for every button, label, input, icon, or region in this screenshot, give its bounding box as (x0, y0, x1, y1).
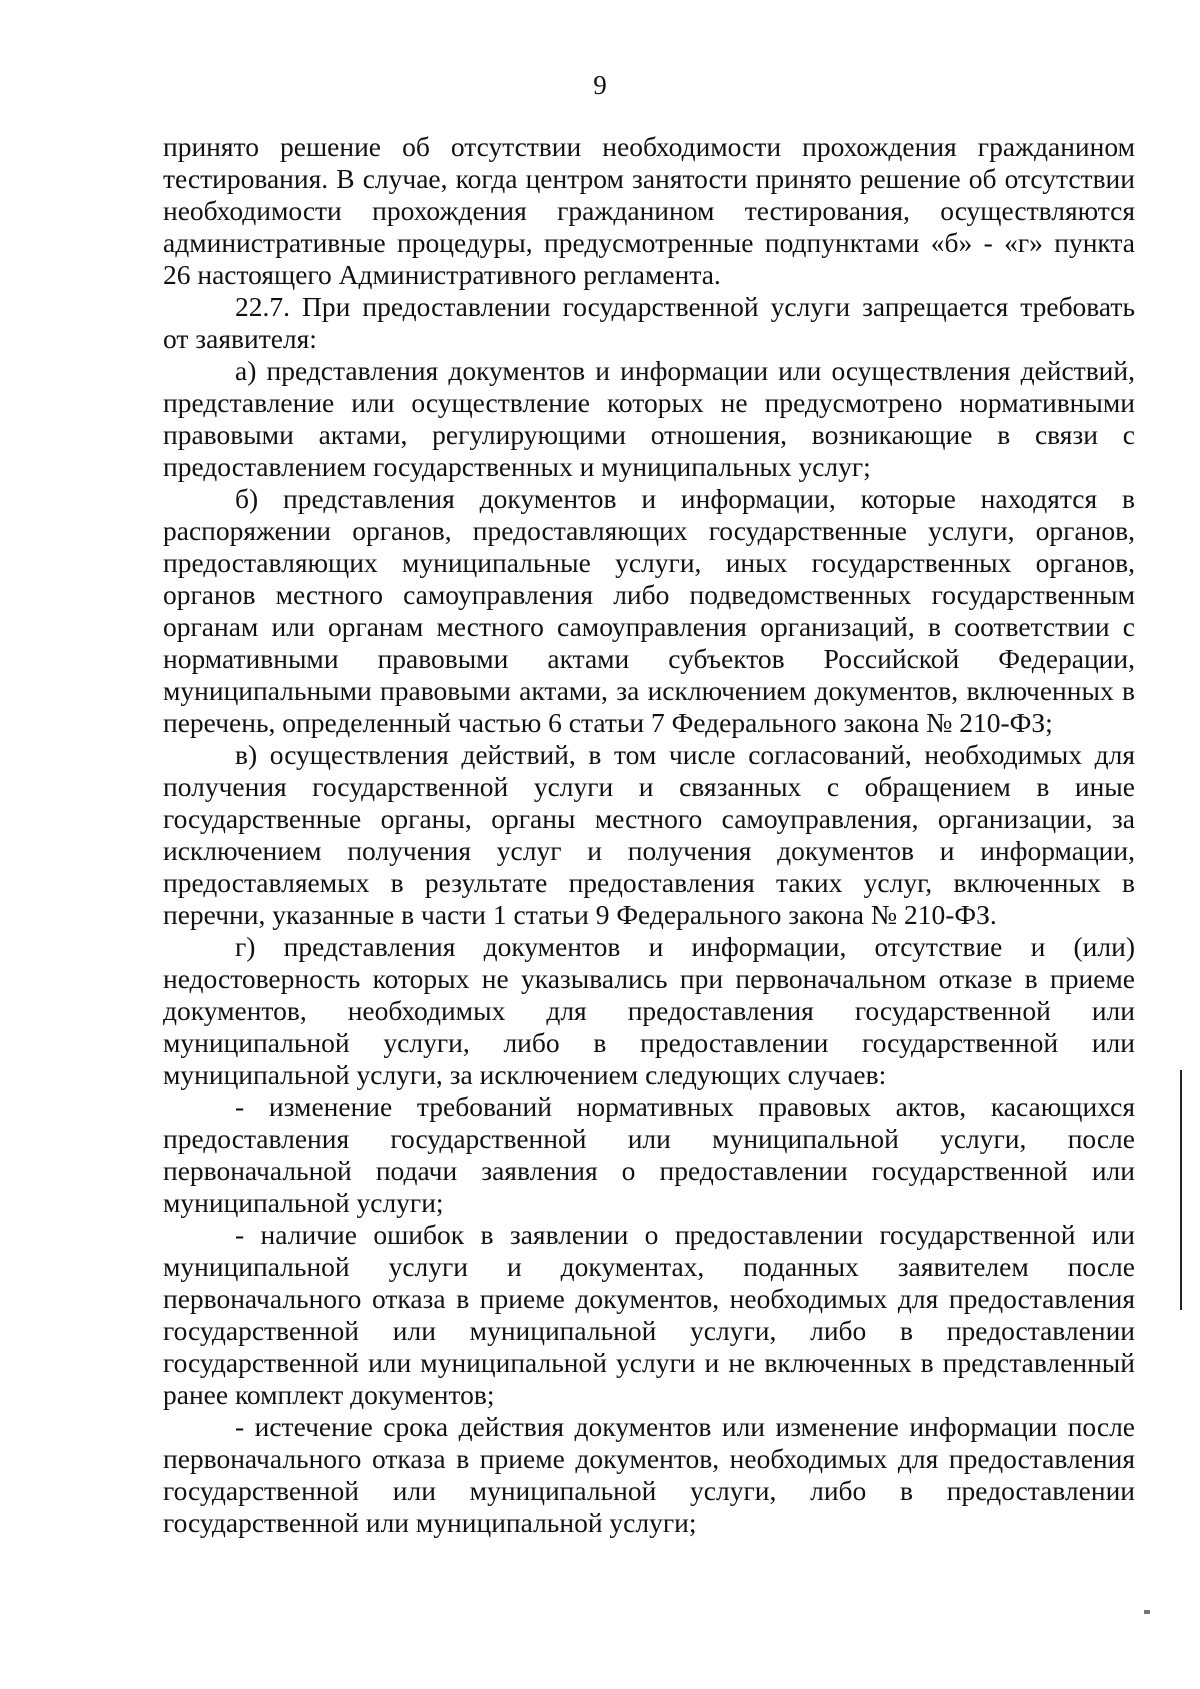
list-item-application-errors: - наличие ошибок в заявлении о предоставлении государственной или муниципальной услуги и документах, поданных заявителем после первоначального отказа в приеме документов, необходимых для предоставления государственной или муниципальной услуги, либо в предоставлении государственной или муниципальной услуги и не включенных в представленный ранее комплект документов; (163, 1219, 1135, 1410)
paragraph-item-g: г) представления документов и информации, отсутствие и (или) недостоверность которых не указывались при первоначальном отказе в приеме документов, необходимых для предоставления государственной или муниципальной услуги, либо в предоставлении государственной или муниципальной услуги, за исключением следующих случаев: (163, 931, 1135, 1090)
paragraph-test-decision: принято решение об отсутствии необходимости прохождения гражданином тестирования. В случае, когда центром занятости принято решение об отсутствии необходимости прохождения гражданином тестирования, осуществляются административные процедуры, предусмотренные подпунктами «б» - «г» пункта 26 настоящего Административного регламента. (163, 131, 1135, 290)
list-item-requirements-change: - изменение требований нормативных правовых актов, касающихся предоставления государственной или муниципальной услуги, после первоначальной подачи заявления о предоставлении государственной или муниципальной услуги; (163, 1091, 1135, 1218)
scan-artifact-line (1180, 1070, 1182, 1310)
paragraph-22-7: 22.7. При предоставлении государственной услуги запрещается требовать от заявителя: (163, 291, 1135, 354)
paragraph-item-v: в) осуществления действий, в том числе согласований, необходимых для получения государственной услуги и связанных с обращением в иные государственные органы, органы местного самоуправления, организации, за исключением получения услуг и получения документов и информации, предоставляемых в результате предоставления таких услуг, включенных в перечни, указанные в части 1 статьи 9 Федерального закона № 210-ФЗ. (163, 739, 1135, 930)
paragraph-item-a: а) представления документов и информации или осуществления действий, представление или осуществление которых не предусмотрено нормативными правовыми актами, регулирующими отношения, возникающие в связи с предоставлением государственных и муниципальных услуг; (163, 355, 1135, 482)
list-item-document-expiry: - истечение срока действия документов или изменение информации после первоначального отказа в приеме документов, необходимых для предоставления государственной или муниципальной услуги, либо в предоставлении государственной или муниципальной услуги; (163, 1411, 1135, 1538)
page-number: 9 (593, 70, 607, 100)
paragraph-item-b: б) представления документов и информации, которые находятся в распоряжении органов, предоставляющих государственные услуги, органов, предоставляющих муниципальные услуги, иных государственных органов, органов местного самоуправления либо подведомственных государственным органам или органам местного самоуправления организаций, в соответствии с нормативными правовыми актами субъектов Российской Федерации, муниципальными правовыми актами, за исключением документов, включенных в перечень, определенный частью 6 статьи 7 Федерального закона № 210-ФЗ; (163, 483, 1135, 738)
document-body (163, 131, 1135, 1539)
scan-artifact-dot (1144, 1610, 1150, 1614)
